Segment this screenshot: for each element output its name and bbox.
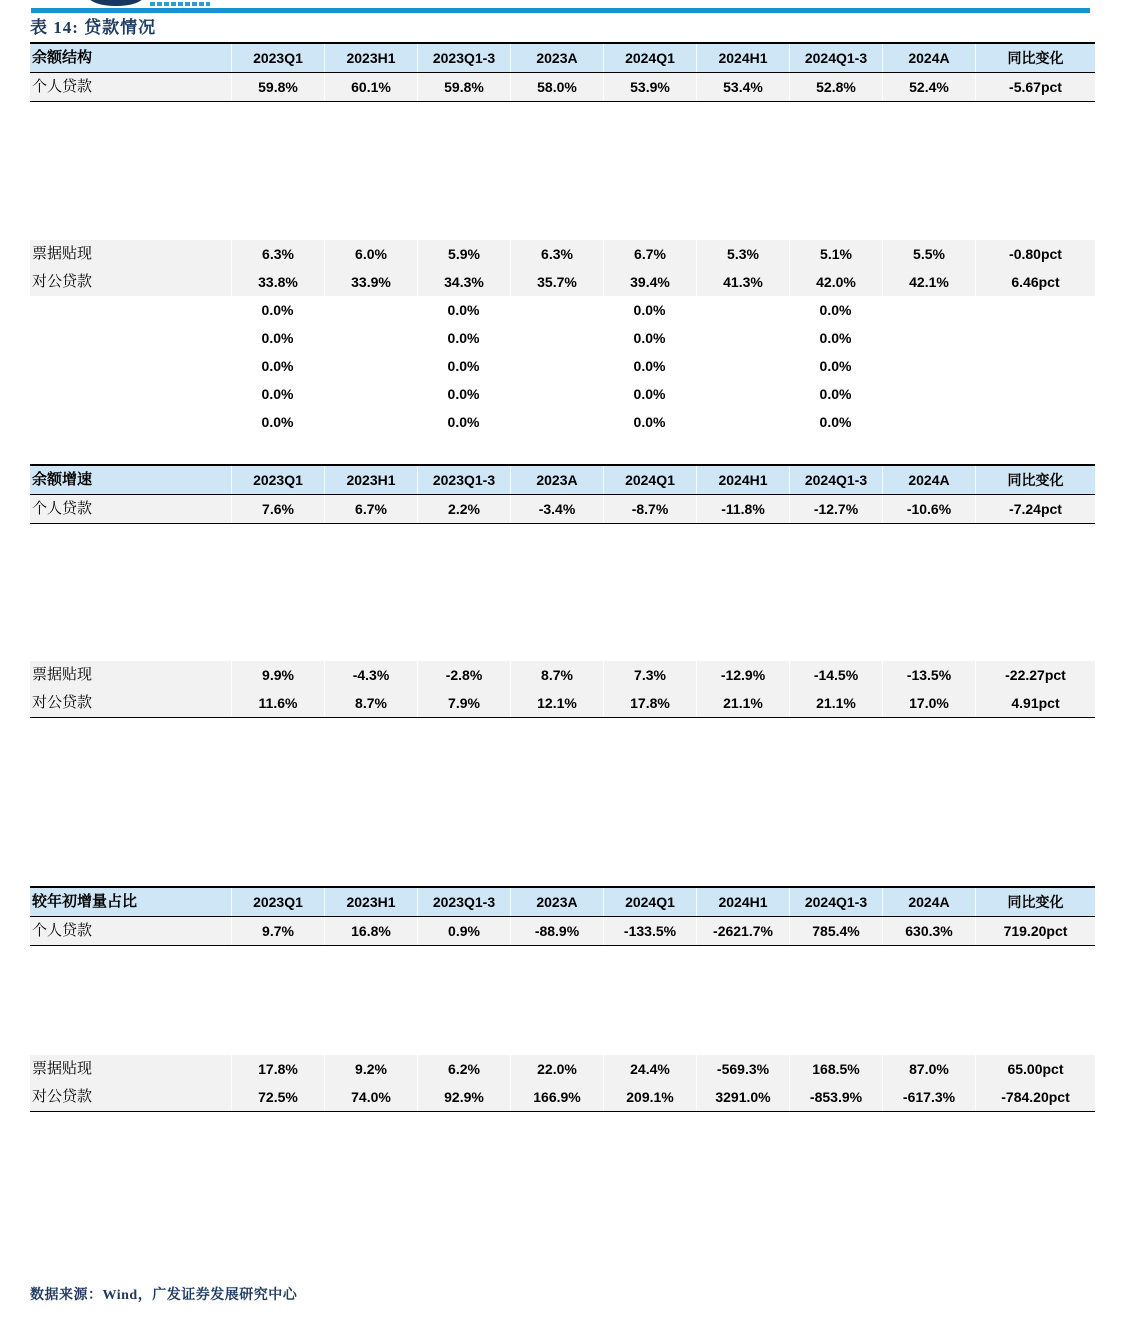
table-cell: 9.2% [324,1055,417,1083]
row-value-cells [231,73,1095,101]
table-cell: 0.0% [819,302,852,318]
table-cell: 2023A [510,466,603,494]
table-cell: 2023Q1 [231,466,324,494]
table-cell [975,380,1095,408]
table-cell: -14.5% [789,661,882,689]
table-cell: 0.0% [819,330,852,346]
section-balance-growth-header [30,464,1095,524]
section-ytd-increment-header [30,886,1095,946]
row-label: 个人贷款 [32,923,93,939]
table-cell: 6.7% [603,240,696,268]
table-cell: 8.7% [324,689,417,717]
table-cell [324,380,417,408]
table-cell: 17.8% [231,1055,324,1083]
row-value-cells [231,380,1095,408]
table-cell: 59.8% [417,73,510,101]
table-cell [510,408,603,436]
section-balance-growth-body [30,661,1095,718]
table-cell: 39.4% [603,268,696,296]
row-label-empty [30,380,231,408]
table-cell: 2024A [882,888,975,916]
table-cell: 2023Q1 [231,44,324,72]
table-row-bill-discount [30,1055,1095,1083]
table-cell: 58.0% [510,73,603,101]
table-cell: 16.8% [324,917,417,945]
table-cell: 0.0% [819,358,852,374]
table-cell: 42.0% [789,268,882,296]
table-cell [324,408,417,436]
table-row-corporate-loans [30,689,1095,717]
row-value-cells [231,268,1095,296]
table-cell [696,408,789,436]
table-row-personal-loans [30,917,1095,945]
table-cell [696,380,789,408]
row-value-cells [231,352,1095,380]
table-cell: 0.0% [819,414,852,430]
table-cell: 0.0% [633,330,666,346]
table-row-corporate-loans [30,1083,1095,1111]
table-cell [882,380,975,408]
table-cell: 33.9% [324,268,417,296]
table-cell [696,324,789,352]
table-cell: 0.0% [261,330,294,346]
table-cell: 2024A [882,466,975,494]
table-cell: 9.9% [231,661,324,689]
table-row-zeros [30,324,1095,352]
table-cell: 0.0% [261,386,294,402]
table-cell: -8.7% [603,495,696,523]
table-cell: 2024Q1 [603,466,696,494]
table-cell: 0.0% [633,386,666,402]
section-title-cell: 余额增速 [32,472,93,488]
row-label-empty [30,296,231,324]
table-row-corporate-loans [30,268,1095,296]
table-cell: 2023A [510,44,603,72]
table-cell: 59.8% [231,73,324,101]
table-cell: 2024H1 [696,44,789,72]
row-value-cells [231,324,1095,352]
table-cell: 2.2% [417,495,510,523]
section-balance-structure-body [30,240,1095,297]
table-cell: 2023H1 [324,888,417,916]
row-label: 个人贷款 [32,79,93,95]
table-cell: 0.0% [447,414,480,430]
table-cell: 0.9% [417,917,510,945]
table-row-bill-discount [30,661,1095,689]
row-value-cells [231,661,1095,689]
table-header-row [30,888,1095,917]
table-cell: 2024H1 [696,888,789,916]
table-cell: 0.0% [633,358,666,374]
table-cell: 24.4% [603,1055,696,1083]
row-value-cells [231,1083,1095,1111]
row-label: 票据贴现 [32,667,93,683]
column-header-cells [231,44,1095,72]
table-cell: 2023Q1-3 [417,466,510,494]
table-cell [696,352,789,380]
row-label: 对公贷款 [32,274,93,290]
section-balance-structure-zero-rows [30,296,1095,436]
table-cell: 0.0% [633,302,666,318]
table-cell: -12.9% [696,661,789,689]
table-header-row [30,466,1095,495]
gf-securities-logo [30,0,213,8]
table-cell: 2024Q1 [603,888,696,916]
table-cell: 719.20pct [975,917,1095,945]
table-cell [975,324,1095,352]
logo-ellipse-icon [88,0,144,6]
table-cell: 6.3% [231,240,324,268]
row-label: 票据贴现 [32,246,93,262]
table-cell: 0.0% [261,414,294,430]
table-row-bill-discount [30,240,1095,268]
table-cell: -10.6% [882,495,975,523]
table-cell: 7.9% [417,689,510,717]
table-cell: 65.00pct [975,1055,1095,1083]
table-cell: 同比变化 [975,44,1095,72]
table-cell: -88.9% [510,917,603,945]
section-title-cell: 较年初增量占比 [32,894,138,910]
table-cell: 22.0% [510,1055,603,1083]
table-cell: 2023Q1-3 [417,44,510,72]
table-cell [324,324,417,352]
table-row-personal-loans [30,73,1095,101]
table-header-row [30,44,1095,73]
table-cell: 52.8% [789,73,882,101]
table-cell: 0.0% [447,358,480,374]
table-cell: 2023H1 [324,44,417,72]
table-cell: 17.8% [603,689,696,717]
table-cell: 42.1% [882,268,975,296]
table-cell: -0.80pct [975,240,1095,268]
table-cell: 6.2% [417,1055,510,1083]
table-cell: 12.1% [510,689,603,717]
row-value-cells [231,296,1095,324]
table-cell: 53.9% [603,73,696,101]
table-cell: 0.0% [261,358,294,374]
table-cell: 4.91pct [975,689,1095,717]
table-cell: 60.1% [324,73,417,101]
table-cell: 2024Q1 [603,44,696,72]
table-cell: 87.0% [882,1055,975,1083]
table-cell [882,324,975,352]
table-cell [510,380,603,408]
table-cell: -22.27pct [975,661,1095,689]
table-cell: 166.9% [510,1083,603,1111]
table-cell: 17.0% [882,689,975,717]
table-cell: -4.3% [324,661,417,689]
data-source-note: 数据来源：Wind，广发证券发展研究中心 [30,1288,298,1303]
table-cell: -3.4% [510,495,603,523]
table-cell: -133.5% [603,917,696,945]
table-row-zeros [30,296,1095,324]
table-cell: 0.0% [447,386,480,402]
table-cell: 0.0% [819,386,852,402]
table-cell: 5.9% [417,240,510,268]
table-cell: -569.3% [696,1055,789,1083]
logo-wordmark-icon [150,2,210,6]
table-cell: 5.3% [696,240,789,268]
row-label: 对公贷款 [32,695,93,711]
table-title: 表 14: 贷款情况 [30,18,157,37]
row-value-cells [231,240,1095,268]
table-cell [510,324,603,352]
table-cell: -617.3% [882,1083,975,1111]
row-value-cells [231,408,1095,436]
table-cell [975,296,1095,324]
section-balance-structure-header [30,42,1095,102]
table-cell [975,352,1095,380]
table-cell [882,408,975,436]
table-cell: 630.3% [882,917,975,945]
section-title-cell: 余额结构 [32,50,93,66]
table-cell: 209.1% [603,1083,696,1111]
table-cell: 2023Q1 [231,888,324,916]
table-cell: -13.5% [882,661,975,689]
table-cell: -7.24pct [975,495,1095,523]
table-cell: 2024A [882,44,975,72]
table-cell: 2023A [510,888,603,916]
table-cell: 0.0% [633,414,666,430]
table-cell [324,352,417,380]
table-cell: 6.46pct [975,268,1095,296]
table-cell: 6.7% [324,495,417,523]
row-label-empty [30,408,231,436]
table-cell: 34.3% [417,268,510,296]
table-cell: 0.0% [447,330,480,346]
table-cell: 6.3% [510,240,603,268]
table-cell: 0.0% [447,302,480,318]
table-cell: 2024Q1-3 [789,466,882,494]
row-label: 对公贷款 [32,1089,93,1105]
table-cell: 72.5% [231,1083,324,1111]
table-cell: 5.1% [789,240,882,268]
table-cell: 同比变化 [975,466,1095,494]
table-cell: 2024H1 [696,466,789,494]
table-cell: 0.0% [261,302,294,318]
table-cell [975,408,1095,436]
table-cell: 785.4% [789,917,882,945]
row-value-cells [231,917,1095,945]
table-cell [324,296,417,324]
table-cell: -784.20pct [975,1083,1095,1111]
table-cell: 2024Q1-3 [789,44,882,72]
table-cell [882,296,975,324]
row-label: 个人贷款 [32,501,93,517]
table-row-personal-loans [30,495,1095,523]
table-cell: 35.7% [510,268,603,296]
table-cell: 11.6% [231,689,324,717]
column-header-cells [231,888,1095,916]
table-cell: 2023H1 [324,466,417,494]
table-cell: 21.1% [789,689,882,717]
row-value-cells [231,689,1095,717]
table-cell: -12.7% [789,495,882,523]
table-cell: 3291.0% [696,1083,789,1111]
row-label-empty [30,352,231,380]
table-cell: -5.67pct [975,73,1095,101]
table-cell: 41.3% [696,268,789,296]
brand-divider-rule [31,8,1090,13]
row-label: 票据贴现 [32,1061,93,1077]
table-cell: 21.1% [696,689,789,717]
table-cell: 74.0% [324,1083,417,1111]
table-row-zeros [30,352,1095,380]
table-row-zeros [30,380,1095,408]
row-value-cells [231,495,1095,523]
table-cell: 168.5% [789,1055,882,1083]
table-cell: -11.8% [696,495,789,523]
table-cell [882,352,975,380]
table-cell: 2024Q1-3 [789,888,882,916]
row-label-empty [30,324,231,352]
table-cell [696,296,789,324]
row-value-cells [231,1055,1095,1083]
table-cell: 5.5% [882,240,975,268]
table-cell: 9.7% [231,917,324,945]
section-ytd-increment-body [30,1055,1095,1112]
table-cell: 53.4% [696,73,789,101]
table-cell [510,296,603,324]
table-cell: 8.7% [510,661,603,689]
table-cell: 92.9% [417,1083,510,1111]
table-cell: -853.9% [789,1083,882,1111]
table-cell: 33.8% [231,268,324,296]
table-cell [510,352,603,380]
table-cell: 2023Q1-3 [417,888,510,916]
table-cell: 同比变化 [975,888,1095,916]
table-cell: -2621.7% [696,917,789,945]
table-cell: 7.6% [231,495,324,523]
table-cell: 7.3% [603,661,696,689]
table-row-zeros [30,408,1095,436]
column-header-cells [231,466,1095,494]
table-cell: -2.8% [417,661,510,689]
table-cell: 6.0% [324,240,417,268]
table-cell: 52.4% [882,73,975,101]
